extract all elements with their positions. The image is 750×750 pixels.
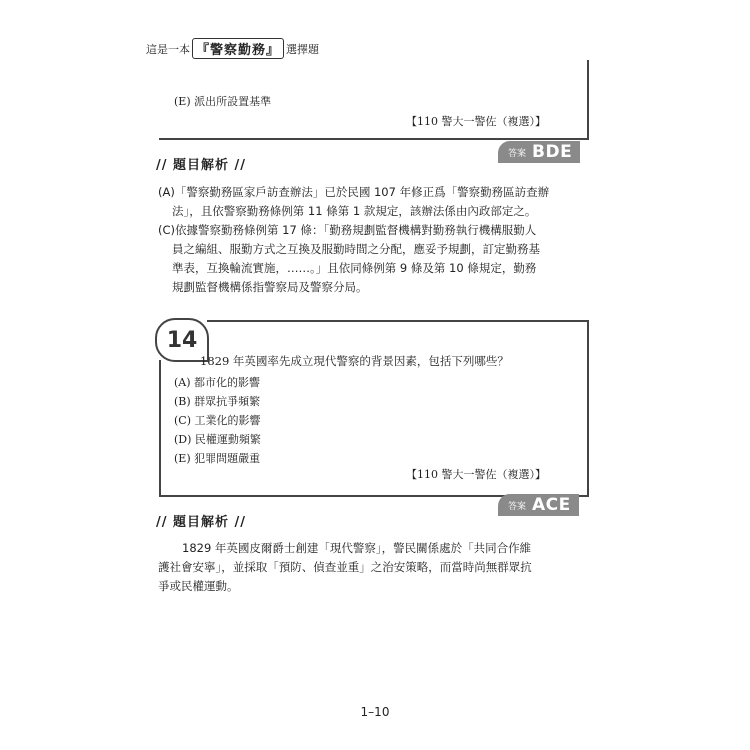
analysis-title-13: // 題目解析 // (156, 158, 247, 173)
analysis-14-line3: 爭或民權運動。 (158, 579, 239, 593)
q13-source: 【110 警大一警佐（複選）】 (406, 115, 546, 128)
answer-value: BDE (532, 142, 573, 162)
page-number: 1–10 (360, 705, 390, 719)
answer-value: ACE (532, 495, 571, 515)
answer-label: 答案 (508, 148, 527, 159)
q14-options (174, 373, 261, 468)
analysis-14-line2: 護社會安寧」，並採取「預防、偵查並重」之治安策略，而當時尚無群眾抗 (158, 560, 532, 574)
q14-option-a: (A) 都市化的影響 (174, 376, 261, 389)
question-number: 14 (155, 318, 209, 362)
analysis-13-a-line1: (A)「警察勤務區家戶訪查辦法」已於民國 107 年修正爲「警察勤務區訪查辦 (158, 185, 550, 199)
q14-answer-badge (498, 494, 579, 516)
q13-answer-badge (498, 141, 580, 163)
q14-option-d: (D) 民權運動頻繁 (174, 433, 261, 446)
analysis-14-line1: 1829 年英國皮爾爵士創建「現代警察」，警民關係處於「共同合作維 (182, 541, 532, 555)
analysis-13-c-line3: 準表，互換輪流實施，……。」且依同條例第 9 條及第 10 條規定，勤務 (172, 261, 537, 275)
answer-label: 答案 (508, 501, 527, 512)
q14-option-c: (C) 工業化的影響 (174, 414, 261, 427)
analysis-13-a-line2: 法」，且依警察勤務條例第 11 條第 1 款規定，該辦法係由內政部定之。 (172, 204, 537, 218)
q14-stem: 1829 年英國率先成立現代警察的背景因素，包括下列哪些？ (200, 354, 509, 368)
analysis-13-c-line2: 員之編組、服勤方式之互換及服勤時間之分配，應妥予規劃，訂定勤務基 (172, 242, 540, 256)
header-prefix: 這是一本 (146, 42, 190, 56)
analysis-13-c-line1: (C)依據警察勤務條例第 17 條：「勤務規劃監督機構對勤務執行機構服勤人 (158, 223, 537, 237)
running-header (146, 38, 319, 59)
analysis-title-14: // 題目解析 // (156, 515, 247, 530)
q14-option-e: (E) 犯罪問題嚴重 (174, 452, 261, 465)
header-brand: 『警察勤務』 (192, 38, 284, 59)
header-suffix: 選擇題 (286, 42, 320, 56)
analysis-13-c-line4: 規劃監督機構係指警察局及警察分局。 (172, 280, 368, 294)
q14-source: 【110 警大一警佐（複選）】 (406, 468, 546, 481)
analysis-13-text (158, 183, 568, 297)
q14-option-b: (B) 群眾抗爭頻繁 (174, 395, 261, 408)
analysis-14-text (158, 539, 568, 596)
q13-option-e: (E) 派出所設置基準 (174, 95, 272, 108)
